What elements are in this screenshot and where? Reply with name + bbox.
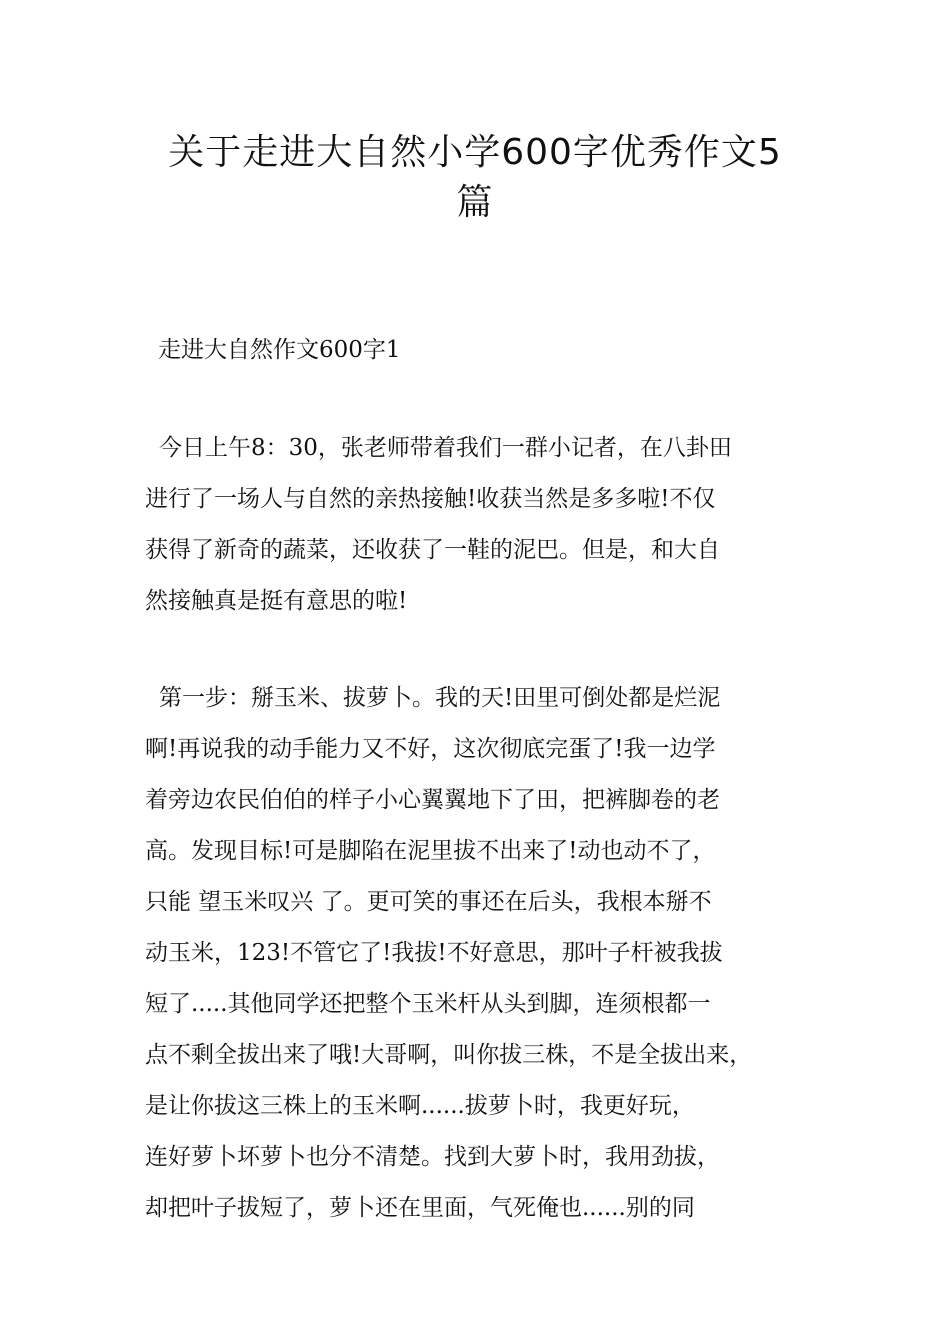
paragraph-2: [145, 673, 825, 1234]
paragraph-line: 是让你拔这三株上的玉米啊......拔萝卜时，我更好玩，: [145, 1093, 695, 1119]
paragraph-line: 只能 望玉米叹兴 了。更可笑的事还在后头，我根本掰不: [145, 889, 712, 915]
paragraph-line: 点不剩全拔出来了哦!大哥啊，叫你拔三株，不是全拔出来，: [145, 1042, 753, 1068]
essay-subheading: 走进大自然作文600字1: [158, 337, 401, 363]
paragraph-line: 动玉米，123!不管它了!我拔!不好意思，那叶子杆被我拔: [145, 940, 723, 966]
paragraph-line: 短了.....其他同学还把整个玉米杆从头到脚，连须根都一: [145, 991, 711, 1017]
paragraph-line: 啊!再说我的动手能力又不好，这次彻底完蛋了!我一边学: [145, 736, 716, 762]
title-line-2: 篇: [456, 182, 494, 223]
paragraph-line: 连好萝卜坏萝卜也分不清楚。找到大萝卜时，我用劲拔，: [145, 1144, 720, 1170]
paragraph-line: 高。发现目标!可是脚陷在泥里拔不出来了!动也动不了，: [145, 838, 716, 864]
document-title: [120, 128, 830, 228]
paragraph-1: [145, 423, 825, 627]
paragraph-line: 获得了新奇的蔬菜，还收获了一鞋的泥巴。但是，和大自: [145, 537, 720, 563]
title-line-1: 关于走进大自然小学600字优秀作文5: [168, 132, 782, 173]
paragraph-line: 着旁边农民伯伯的样子小心翼翼地下了田，把裤脚卷的老: [145, 787, 720, 813]
paragraph-line: 进行了一场人与自然的亲热接触!收获当然是多多啦!不仅: [145, 486, 716, 512]
paragraph-line: 却把叶子拔短了，萝卜还在里面，气死俺也......别的同: [145, 1195, 695, 1221]
paragraph-line: 第一步：掰玉米、拔萝卜。我的天!田里可倒处都是烂泥: [159, 685, 721, 711]
paragraph-line: 今日上午8：30，张老师带着我们一群小记者，在八卦田: [159, 435, 732, 461]
paragraph-line: 然接触真是挺有意思的啦!: [145, 588, 408, 614]
